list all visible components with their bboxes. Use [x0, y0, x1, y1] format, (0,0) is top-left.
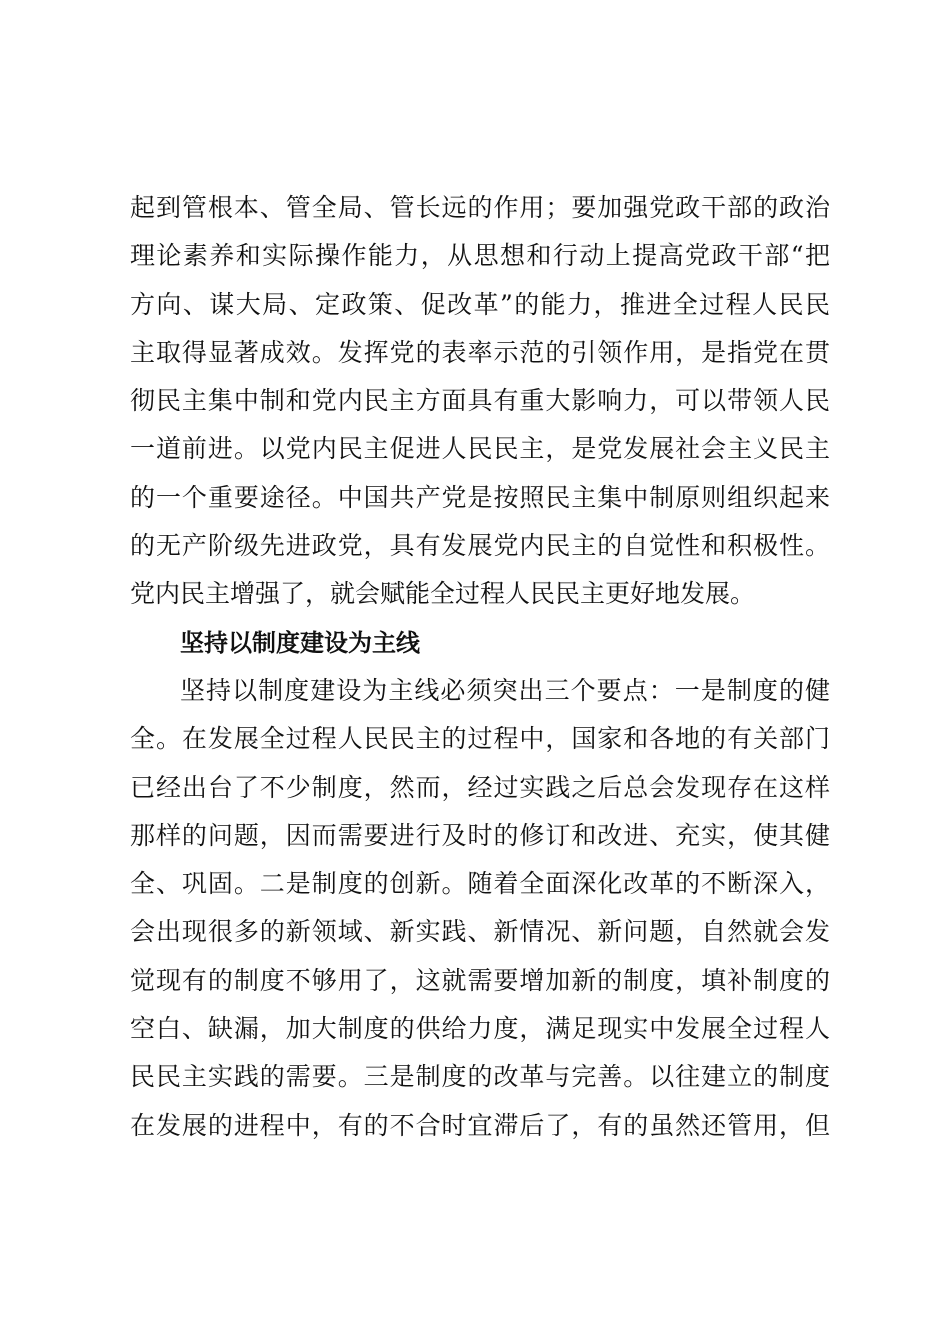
text-line: 全、巩固。二是制度的创新。随着全面深化改革的不断深入，: [130, 869, 830, 899]
text-line: 主取得显著成效。发挥党的表率示范的引领作用，是指党在贯: [130, 337, 830, 367]
text-line: 一道前进。以党内民主促进人民民主，是党发展社会主义民主: [130, 434, 830, 464]
paragraph-institution-building: [130, 667, 830, 1150]
text-line: 党内民主增强了，就会赋能全过程人民民主更好地发展。: [130, 579, 756, 609]
text-line: 空白、缺漏，加大制度的供给力度，满足现实中发展全过程人: [130, 1014, 830, 1044]
text-line: 理论素养和实际操作能力，从思想和行动上提高党政干部“把: [130, 241, 830, 271]
text-line: 在发展的进程中，有的不合时宜滞后了，有的虽然还管用，但: [130, 1110, 830, 1140]
paragraph-party-leadership: [130, 184, 830, 619]
text-line: 的一个重要途径。中国共产党是按照民主集中制原则组织起来: [130, 482, 830, 512]
text-line: 彻民主集中制和党内民主方面具有重大影响力，可以带领人民: [130, 386, 830, 416]
text-line: 觉现有的制度不够用了，这就需要增加新的制度，填补制度的: [130, 965, 830, 995]
text-line: 起到管根本、管全局、管长远的作用；要加强党政干部的政治: [130, 193, 830, 222]
text-line: 的无产阶级先进政党，具有发展党内民主的自觉性和积极性。: [130, 531, 830, 561]
section-heading: 坚持以制度建设为主线: [180, 628, 420, 657]
text-line: 已经出台了不少制度，然而，经过实践之后总会发现存在这样: [130, 772, 830, 802]
text-line: 方向、谋大局、定政策、促改革”的能力，推进全过程人民民: [130, 289, 830, 319]
text-line: 会出现很多的新领域、新实践、新情况、新问题，自然就会发: [130, 917, 830, 947]
document-body: [130, 184, 830, 1150]
text-line: 那样的问题，因而需要进行及时的修订和改进、充实，使其健: [130, 820, 830, 850]
text-line: 坚持以制度建设为主线必须突出三个要点：一是制度的健: [180, 675, 830, 705]
text-line: 民民主实践的需要。三是制度的改革与完善。以往建立的制度: [130, 1062, 830, 1092]
text-line: 全。在发展全过程人民民主的过程中，国家和各地的有关部门: [130, 724, 830, 754]
